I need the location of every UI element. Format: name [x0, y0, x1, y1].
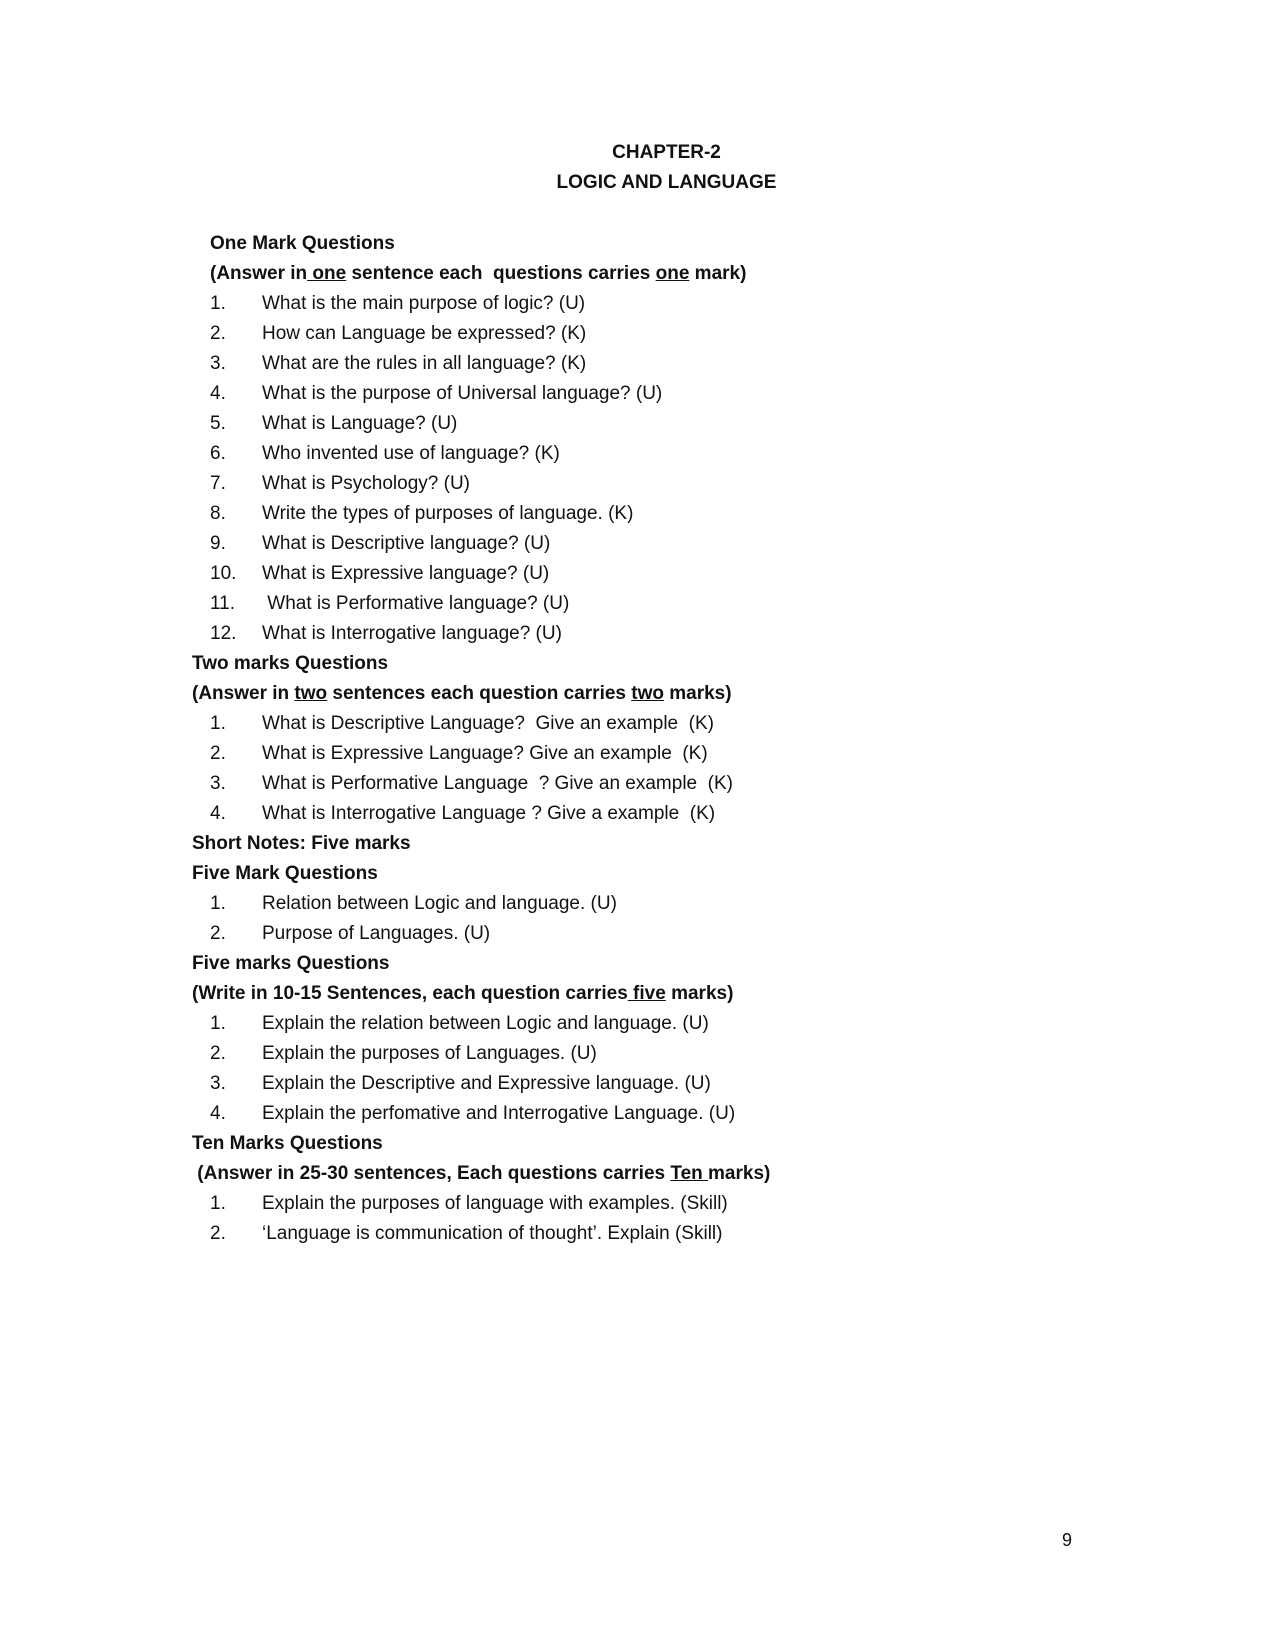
section-instruction-five-marks: (Write in 10-15 Sentences, each question carries five marks) — [192, 983, 734, 1004]
document-page: CHAPTER-2 LOGIC AND LANGUAGE One Mark Questions (Answer in one sentence each questions carries one mark) 1. What is the main purpose of logic? (U) 2. How can Language be expressed? (K) 3. What are the rules in all language? (K) 4. What is the purpose of Universal language? (U) 5. What is Language? (U) 6. Who invented use of language? (K) 7. What is Psychology? (U) 8. Write the types of purposes of language. (K) 9. What is Descriptive language? (U) 10. What is Expressive language? (U) 11. What is Performative language? (U) 12. What is Interrogative language? (U) Two marks Questions (Answer in two sentences each question carries two marks) 1. What is Descriptive Language? Give an example (K) 2. What is Expressive Language? Give an example (K) 3. What is Performative Language ? Give an example (K) 4. What is Interrogative Language ? Give a example (K) Short Notes: Five marks Five Mark Questions 1. Relation between Logic and language. (U) 2. Purpose of Languages. (U) Five marks Questions (Write in 10-15 Sentences, each question carries five marks) 1. Explain the relation between Logic and language. (U) 2. Explain the purposes of Languages. (U) 3. Explain the Descriptive and Expressive language. (U) 4. Explain the perfomative and Interrogative Language. (U) Ten Marks Questions (Answer in 25-30 sentences, Each questions carries Ten marks) 1. Explain the purposes of language with examples. (Skill) 2. ‘Language is communication of thought’. Explain (Skill) 9 — [0, 0, 1275, 1651]
chapter-title: LOGIC AND LANGUAGE — [556, 172, 777, 193]
chapter-number: CHAPTER-2 — [612, 142, 721, 163]
section-heading-two-marks: Two marks Questions — [192, 653, 389, 674]
section-subheading-five-mark: Five Mark Questions — [192, 863, 378, 884]
section-instruction-one-mark: (Answer in one sentence each questions carries one mark) — [210, 263, 747, 284]
section-heading-short-notes: Short Notes: Five marks — [192, 833, 411, 854]
section-instruction-two-marks: (Answer in two sentences each question carries two marks) — [192, 683, 732, 704]
page-number: 9 — [1062, 1530, 1073, 1550]
section-instruction-ten-marks: (Answer in 25-30 sentences, Each questions carries Ten marks) — [192, 1163, 771, 1184]
section-heading-ten-marks: Ten Marks Questions — [192, 1133, 383, 1154]
section-heading-one-mark: One Mark Questions — [210, 233, 395, 254]
section-heading-five-marks: Five marks Questions — [192, 953, 390, 974]
chapter-header — [0, 138, 1275, 198]
